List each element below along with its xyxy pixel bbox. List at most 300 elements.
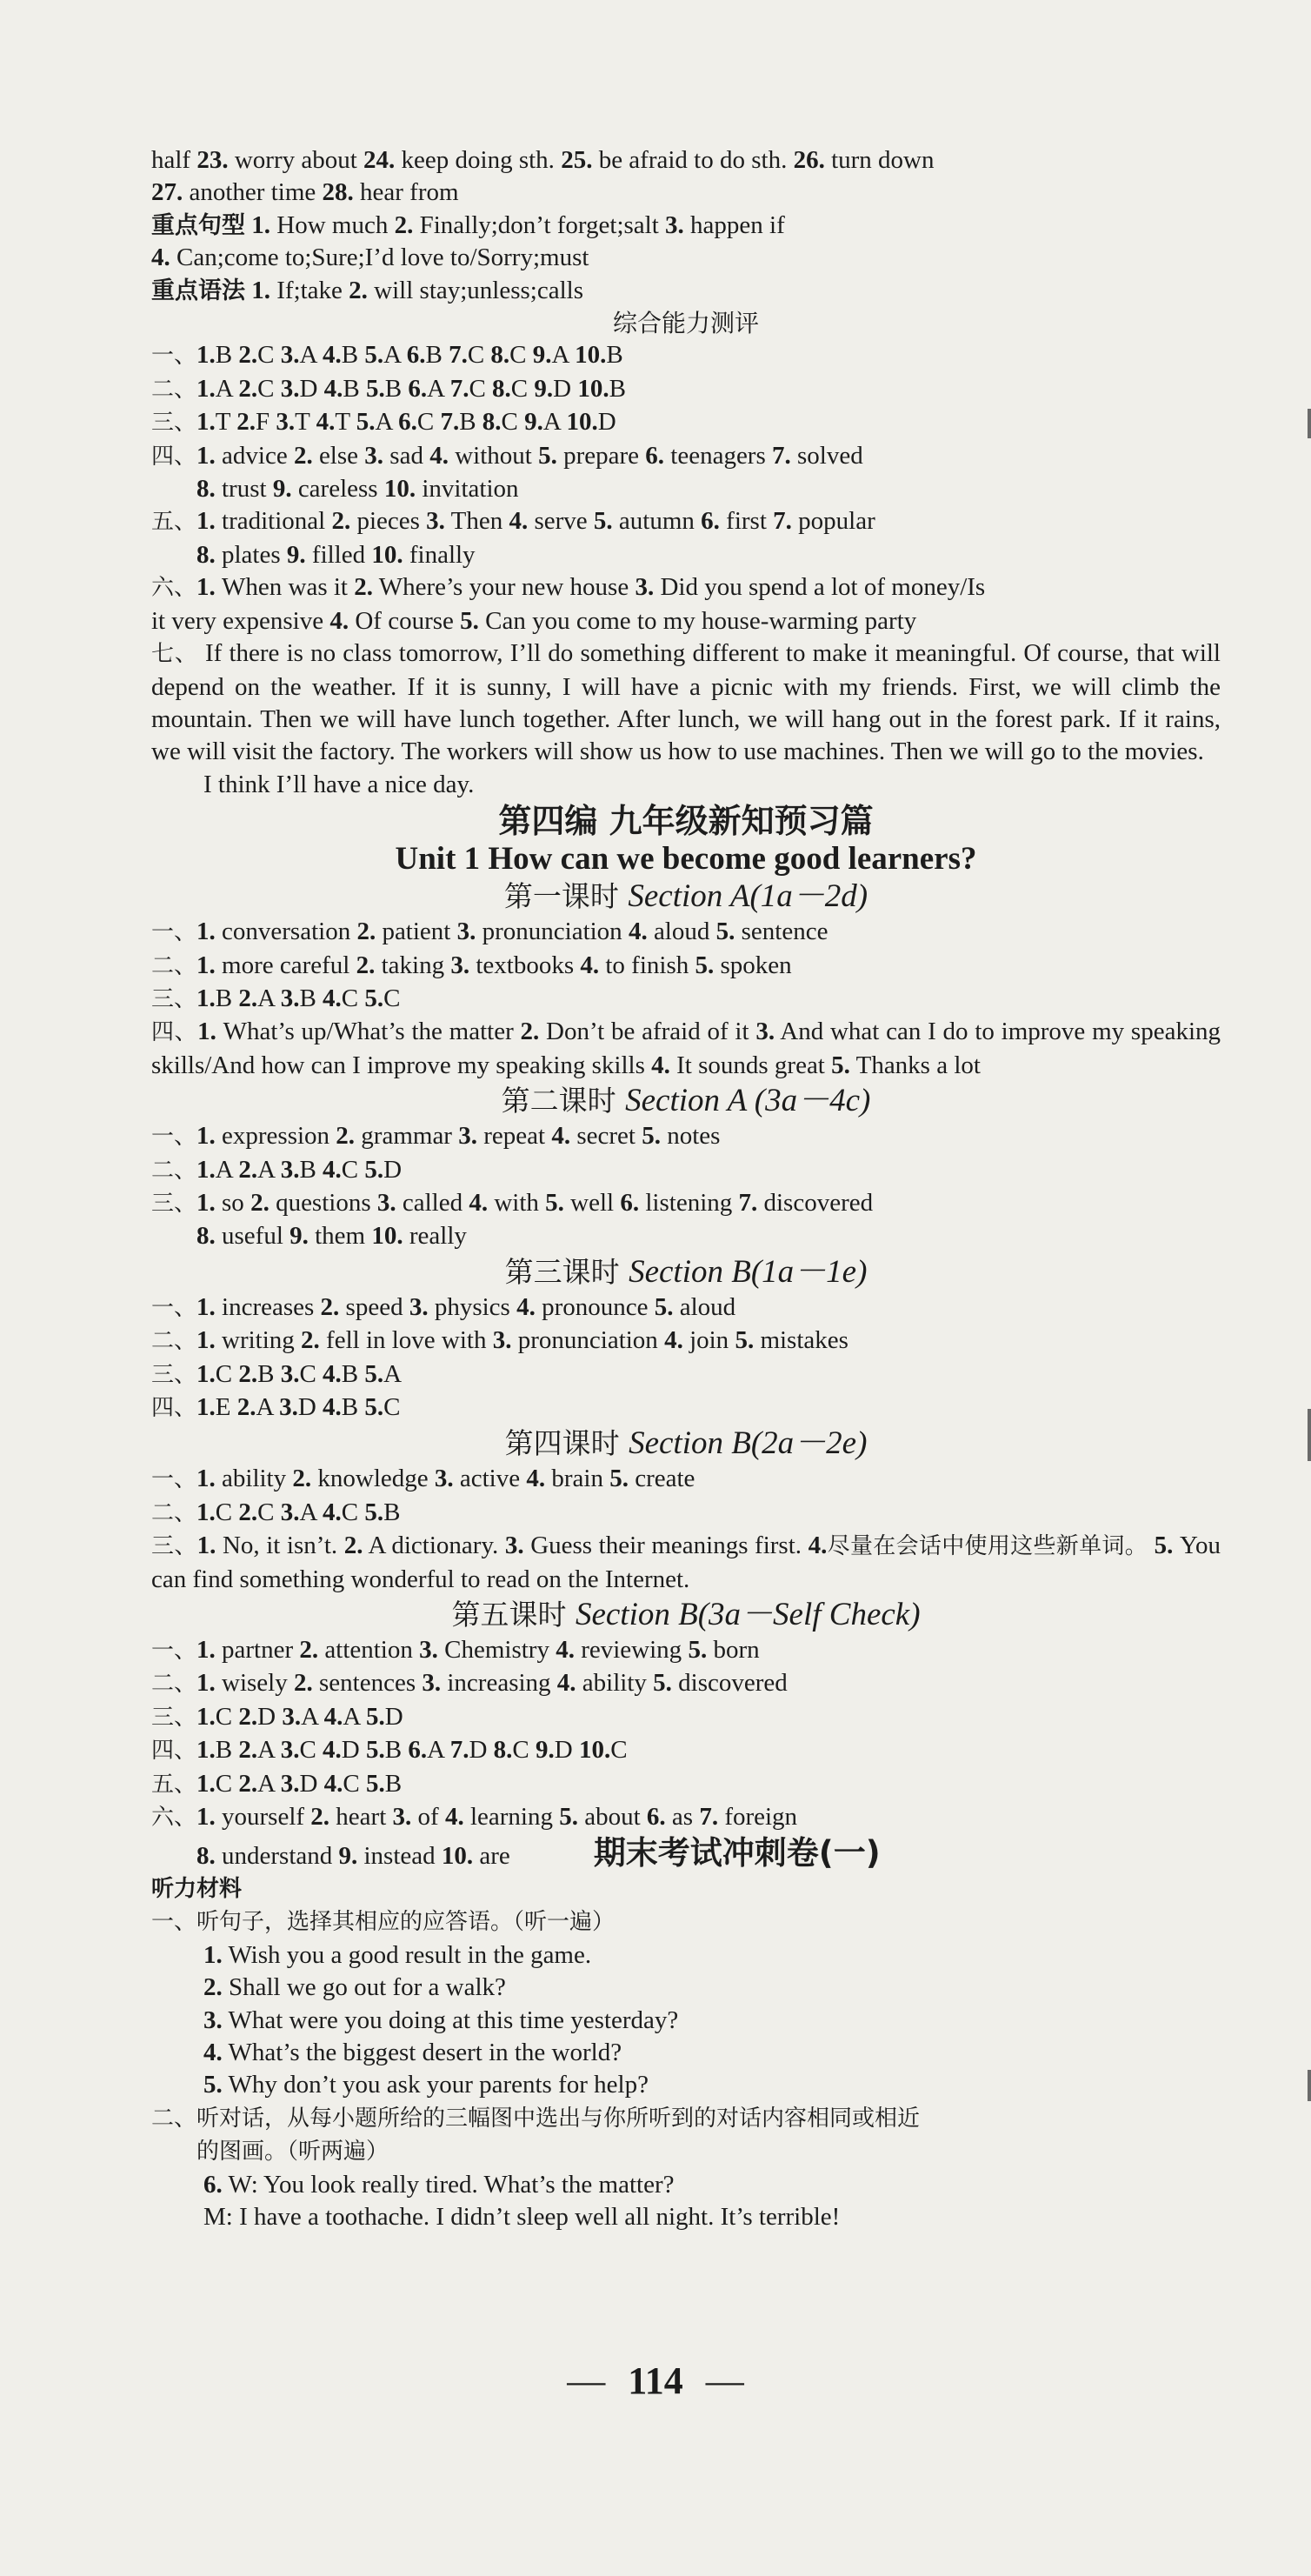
chinese-text: 三、 (151, 985, 197, 1012)
item-number: 1. (203, 1940, 223, 1969)
chinese-text: 一、 (151, 1124, 197, 1151)
item-number: 1. (196, 951, 216, 979)
item-number: 4. (509, 507, 529, 536)
answer-line (151, 983, 1221, 1016)
item-number: 4. (469, 1188, 489, 1217)
answer-text: fell in love with (319, 1326, 493, 1355)
answer-text: yourself (215, 1803, 311, 1832)
answer-text: A (551, 341, 576, 370)
chinese-text: 三、 (151, 1361, 197, 1388)
item-number: 2. (301, 1326, 320, 1355)
answer-text: D (469, 1736, 494, 1765)
answer-text: heart (329, 1803, 393, 1832)
item-number: 8. (196, 1842, 216, 1871)
answer-line (151, 1463, 1221, 1496)
answer-text: join (682, 1326, 735, 1355)
answer-text: Can you come to my house-warming party (478, 606, 917, 635)
answer-line (151, 1905, 1221, 1939)
answer-text: expression (215, 1122, 336, 1151)
answer-text: mistakes (754, 1326, 848, 1355)
item-number: 6. (398, 408, 417, 437)
item-number: 2. (238, 1736, 258, 1765)
item-number: 8. (490, 341, 510, 370)
item-number: 2. (238, 1155, 258, 1184)
item-number: 5. (831, 1051, 850, 1079)
answer-text: Why don’t you ask your parents for help? (222, 2071, 649, 2099)
item-number: 7. (440, 408, 460, 437)
item-number: 2. (236, 408, 256, 437)
answer-text: B (299, 1155, 323, 1184)
item-number: 3. (376, 1188, 396, 1217)
item-number: 5. (593, 507, 613, 536)
chinese-text: 三、 (151, 1190, 197, 1217)
answer-text: D (299, 374, 324, 403)
answer-text: hear from (353, 178, 459, 207)
item-number: 3. (280, 1155, 300, 1184)
answer-line (151, 1325, 1221, 1358)
answer-text (1148, 1532, 1155, 1559)
item-number: 6. (645, 441, 665, 470)
lesson-number: 第一课时 (503, 879, 629, 914)
item-number: 1. (196, 1188, 216, 1217)
item-number: 1. (196, 441, 216, 470)
answer-text: called (396, 1188, 469, 1217)
lesson-heading (151, 1083, 1221, 1119)
answer-text: Can;come to;Sure;I’d love to/Sorry;must (170, 244, 589, 272)
item-number: 5. (366, 374, 385, 403)
item-number: 4. (323, 1769, 343, 1798)
item-number: 3. (280, 984, 300, 1012)
chinese-text: 七、 (151, 641, 198, 668)
answer-line (151, 1291, 1221, 1325)
answer-text: B (384, 374, 409, 403)
item-number: 4. (551, 1122, 571, 1151)
answer-text: useful (215, 1222, 290, 1251)
answer-text: C (610, 1736, 628, 1765)
answer-text: will stay;unless;calls (367, 276, 584, 304)
section-label: 重点语法 (151, 277, 245, 304)
item-number: 1. (196, 341, 216, 370)
item-number: 2. (236, 1393, 256, 1421)
chinese-text: 二、 (151, 376, 197, 403)
answer-text: C (257, 341, 281, 370)
answer-text: else (312, 441, 365, 470)
answer-text: A (427, 1736, 450, 1765)
item-number: 10. (578, 1736, 611, 1765)
item-number: 4. (323, 1498, 342, 1526)
lesson-section: Section A(1a－2d) (628, 878, 868, 915)
answer-text: M: I have a toothache. I didn’t sleep well all night. It’s terrible! (203, 2202, 841, 2231)
answer-line (151, 1734, 1221, 1767)
answer-text: traditional (215, 507, 332, 536)
answer-text: D (299, 1769, 324, 1798)
item-number: 5. (203, 2071, 223, 2099)
item-number: 7. (738, 1188, 758, 1217)
item-number: 6. (701, 507, 720, 536)
item-number: 6. (408, 374, 428, 403)
answer-text: wisely (215, 1669, 294, 1698)
answer-line (151, 275, 1221, 307)
answer-line (151, 144, 1221, 177)
item-number: 5. (364, 1155, 384, 1184)
item-number: 2. (238, 1498, 258, 1526)
answer-line (151, 916, 1221, 949)
item-number: 5. (364, 1359, 384, 1388)
chinese-text: 一、 (151, 919, 197, 946)
answer-text: What’s the biggest desert in the world? (222, 2038, 622, 2066)
item-number: 9. (524, 408, 543, 437)
answer-text: solved (790, 441, 863, 470)
answer-text: another time (183, 178, 323, 207)
answer-text: A (257, 1736, 281, 1765)
item-number: 4. (316, 408, 336, 437)
answer-text: A (383, 1359, 403, 1388)
item-number: 7. (772, 441, 791, 470)
answer-text: increases (215, 1292, 321, 1321)
item-number: 2. (356, 951, 376, 979)
chinese-text: 二、 (151, 1671, 197, 1698)
item-number: 7. (449, 374, 469, 403)
answer-text: D (554, 1736, 579, 1765)
section-heading: 综合能力测评 (612, 309, 759, 338)
item-number: 1. (196, 507, 216, 536)
answer-text: C (383, 984, 401, 1012)
item-number: 10. (383, 475, 416, 504)
item-number: 5. (735, 1326, 755, 1355)
chinese-text: 二、听对话，从每小题所给的三幅图中选出与你所听到的对话内容相同或相近 (151, 2105, 921, 2132)
answer-text: B (215, 341, 239, 370)
item-number: 23. (196, 146, 229, 174)
item-number: 10. (575, 341, 607, 370)
chinese-text: 一、 (151, 1638, 197, 1665)
item-number: 5. (364, 1498, 384, 1526)
item-number: 1. (196, 1359, 216, 1388)
item-number: 4. (808, 1532, 828, 1560)
item-number: 1. (251, 276, 270, 304)
answer-line (151, 2135, 1221, 2168)
answer-text: pronunciation (511, 1326, 665, 1355)
item-number: 3. (419, 1636, 438, 1665)
answer-line (151, 1972, 1221, 2004)
item-number: 2. (292, 1465, 312, 1493)
item-number: 1. (196, 573, 216, 602)
item-number: 25. (561, 146, 593, 174)
answer-line (151, 2169, 1221, 2201)
answer-line (151, 769, 1221, 801)
answer-text: B (299, 984, 323, 1012)
item-number: 2. (203, 1973, 223, 2002)
item-number: 5. (653, 1669, 672, 1698)
item-number: 5. (1154, 1532, 1174, 1560)
answer-text: about (577, 1803, 647, 1832)
answer-text: C (341, 1155, 365, 1184)
item-number: 3. (409, 1292, 429, 1321)
answer-text: notes (660, 1122, 721, 1151)
item-number: 6. (203, 2170, 223, 2199)
answer-text: autumn (612, 507, 702, 536)
item-number: 4. (664, 1326, 683, 1355)
binding-edge-mark (1308, 2070, 1311, 2101)
answer-line (151, 339, 1221, 372)
item-number: 3. (450, 951, 470, 979)
answer-text: learning (463, 1803, 560, 1832)
answer-line (151, 2005, 1221, 2037)
answer-text: C (510, 374, 535, 403)
item-number: 5. (538, 441, 557, 470)
answer-text: Chemistry (437, 1636, 556, 1665)
answer-line (151, 210, 1221, 242)
answer-text: speed (339, 1292, 409, 1321)
answer-line (151, 1120, 1221, 1153)
answer-text: grammar (355, 1122, 459, 1151)
answer-text: physics (428, 1292, 517, 1321)
answer-text: A (257, 984, 281, 1012)
item-number: 1. (196, 1736, 216, 1765)
answer-text: trust (215, 475, 273, 504)
chinese-text: 的图画。（听两遍） (196, 2139, 389, 2166)
answer-text: with (488, 1188, 546, 1217)
answer-text: C (215, 1359, 239, 1388)
answer-text: ability (576, 1669, 654, 1698)
answer-text: brain (545, 1465, 610, 1493)
answer-text: A (256, 1393, 280, 1421)
answer-line (151, 1220, 1221, 1252)
answer-text: more careful (215, 951, 356, 979)
item-number: 27. (151, 178, 183, 207)
answer-text: invitation (416, 475, 519, 504)
answer-text: popular (791, 507, 875, 536)
answer-text: keep doing sth. (395, 146, 562, 174)
item-number: 10. (577, 374, 609, 403)
answer-text: worry about (228, 146, 364, 174)
item-number: 4. (151, 244, 170, 272)
answer-text: B (383, 1498, 401, 1526)
answer-text: Don’t be afraid of it (539, 1018, 756, 1046)
answer-text: T (215, 408, 237, 437)
item-number: 4. (323, 1359, 342, 1388)
item-number: 1. (196, 408, 216, 437)
answer-text: understand (215, 1842, 339, 1871)
answer-text: Wish you a good result in the game. (222, 1940, 592, 1969)
item-number: 2. (293, 1669, 313, 1698)
answer-text: If there is no class tomorrow, I’ll do something different to make it meaningful. Of course, that will depend on the weather. If it is sunny, I will have a picnic with my friends. First, we will climb the mountain. Then we will have lunch together. After lunch, we will hang out in the forest park. If it rains, we will visit the factory. The workers will show us how to use machines. Then we will go to the movies. (151, 639, 1221, 766)
item-number: 1. (196, 1532, 216, 1560)
answer-paragraph (151, 1530, 1221, 1596)
answer-text: first (719, 507, 774, 536)
item-number: 8. (196, 1222, 216, 1251)
answer-line (151, 505, 1221, 538)
item-number: 5. (364, 1393, 384, 1421)
answer-text: B (606, 341, 623, 370)
answer-text: A (299, 341, 323, 370)
answer-text: D (257, 1702, 283, 1731)
answer-text: B (459, 408, 482, 437)
item-number: 8. (493, 1736, 513, 1765)
item-number: 2. (331, 507, 351, 536)
item-number: 8. (492, 374, 511, 403)
answer-text: D (384, 1702, 403, 1731)
item-number: 2. (238, 1359, 258, 1388)
page-number: 114 (628, 2359, 683, 2402)
answer-text: them (308, 1222, 372, 1251)
item-number: 3. (635, 573, 655, 602)
lesson-section: Section B(2a－2e) (629, 1425, 868, 1462)
exam-heading: 期末考试冲刺卷(一) (593, 1834, 881, 1872)
answer-text: How much (270, 210, 395, 239)
answer-text: C (257, 1498, 281, 1526)
chinese-text: 三、 (151, 1704, 197, 1731)
answer-text: No, it isn’t. (216, 1532, 344, 1560)
item-number: 9. (286, 540, 306, 569)
chinese-text: 四、 (151, 1019, 198, 1046)
item-number: 7. (449, 1736, 469, 1765)
answer-text: A (542, 408, 567, 437)
answer-line (151, 1634, 1221, 1667)
item-number: 4. (329, 606, 349, 635)
item-number: 5. (545, 1188, 564, 1217)
item-number: 9. (535, 1736, 555, 1765)
answer-text: What were you doing at this time yesterday? (222, 2005, 679, 2034)
answer-text: active (453, 1465, 527, 1493)
answer-text: B (384, 1769, 403, 1798)
unit-heading: Unit 1 How can we become good learners? (395, 841, 977, 878)
item-number: 5. (364, 341, 384, 370)
answer-text: C (299, 1359, 323, 1388)
item-number: 3. (282, 1702, 302, 1731)
answer-text: born (707, 1636, 760, 1665)
answer-text: It sounds great (669, 1051, 832, 1079)
answer-text: D (341, 1736, 366, 1765)
item-number: 1. (196, 1669, 216, 1698)
item-number: 5. (695, 951, 715, 979)
answer-text: aloud (673, 1292, 736, 1321)
item-number: 2. (310, 1803, 330, 1832)
answer-paragraph (151, 1016, 1221, 1082)
answer-text: pronunciation (476, 918, 629, 946)
answer-line (151, 1801, 1221, 1834)
item-number: 2. (349, 276, 368, 304)
answer-text: A (301, 1702, 324, 1731)
answer-text: plates (215, 540, 287, 569)
answer-text: B (341, 341, 365, 370)
answer-text: A (215, 374, 239, 403)
item-number: 4. (526, 1465, 546, 1493)
item-number: 3. (665, 210, 684, 239)
item-number: 3. (392, 1803, 412, 1832)
answer-text: listening (639, 1188, 739, 1217)
answer-line (151, 1358, 1221, 1391)
page-footer (0, 2359, 1311, 2403)
answer-line (151, 2069, 1221, 2101)
item-number: 3. (456, 918, 476, 946)
answer-text: When was it (215, 573, 355, 602)
item-number: 2. (238, 374, 258, 403)
subsection-label: 听力材料 (151, 1875, 243, 1902)
item-number: 1. (251, 210, 270, 239)
lesson-section: Section B(1a－1e) (629, 1253, 868, 1290)
answer-text: it very expensive (151, 606, 330, 635)
item-number: 28. (322, 178, 354, 207)
item-number: 4. (580, 951, 600, 979)
answer-text: D (297, 1393, 323, 1421)
answer-text: well (563, 1188, 621, 1217)
answer-key-content (151, 144, 1221, 2233)
answer-text: Where’s your new house (372, 573, 636, 602)
item-number: 1. (196, 1636, 216, 1665)
item-number: 1. (196, 1292, 216, 1321)
item-number: 1. (196, 1702, 216, 1731)
answer-text: C (469, 374, 493, 403)
answer-text: You can find something wonderful to read on the Internet. (151, 1532, 1221, 1593)
item-number: 2. (250, 1188, 270, 1217)
answer-text: ability (215, 1465, 293, 1493)
answer-line (151, 373, 1221, 406)
item-number: 9. (338, 1842, 358, 1871)
answer-text: create (628, 1465, 695, 1493)
item-number: 1. (196, 374, 216, 403)
answer-text: T (335, 408, 356, 437)
answer-text: E (215, 1393, 237, 1421)
item-number: 1. (197, 1018, 216, 1046)
answer-text: C (299, 1736, 323, 1765)
answer-text-group (196, 1840, 510, 1872)
item-number: 1. (196, 984, 216, 1012)
answer-text: advice (215, 441, 294, 470)
item-number: 4. (556, 1636, 575, 1665)
answer-line (151, 177, 1221, 209)
item-number: 2. (520, 1018, 540, 1046)
item-number: 2. (343, 1532, 363, 1560)
answer-text: A (343, 1702, 366, 1731)
item-number: 4. (323, 1155, 342, 1184)
chinese-text: 六、 (151, 1805, 197, 1832)
answer-text: If;take (270, 276, 349, 304)
item-number: 9. (289, 1222, 309, 1251)
answer-text: F (255, 408, 276, 437)
answer-text: aloud (647, 918, 716, 946)
item-number: 3. (422, 1669, 442, 1698)
answer-text: textbooks (469, 951, 581, 979)
item-number: 2. (299, 1636, 319, 1665)
answer-line (151, 1768, 1221, 1801)
item-number: 4. (323, 984, 342, 1012)
item-number: 1. (196, 1803, 216, 1832)
answer-text: partner (215, 1636, 300, 1665)
answer-text: Then (444, 507, 509, 536)
item-number: 5. (366, 1702, 385, 1731)
item-number: 7. (449, 341, 468, 370)
item-number: 4. (323, 1736, 342, 1765)
answer-text: increasing (441, 1669, 557, 1698)
answer-text: sad (383, 441, 430, 470)
item-number: 9. (272, 475, 292, 504)
item-number: 9. (534, 374, 554, 403)
chinese-text: 五、 (151, 509, 197, 536)
lesson-number: 第四课时 (504, 1426, 629, 1461)
answer-text: C (343, 1769, 366, 1798)
item-number: 6. (408, 1736, 428, 1765)
answer-text: C (501, 408, 525, 437)
item-number: 3. (276, 408, 296, 437)
item-number: 3. (280, 1769, 300, 1798)
item-number: 3. (280, 1359, 300, 1388)
chinese-text: 尽量在会话中使用这些新单词。 (827, 1533, 1148, 1560)
answer-text: happen if (683, 210, 785, 239)
answer-line (151, 1834, 1221, 1872)
item-number: 3. (755, 1018, 775, 1046)
answer-text: are (473, 1842, 510, 1871)
item-number: 1. (196, 1465, 216, 1493)
